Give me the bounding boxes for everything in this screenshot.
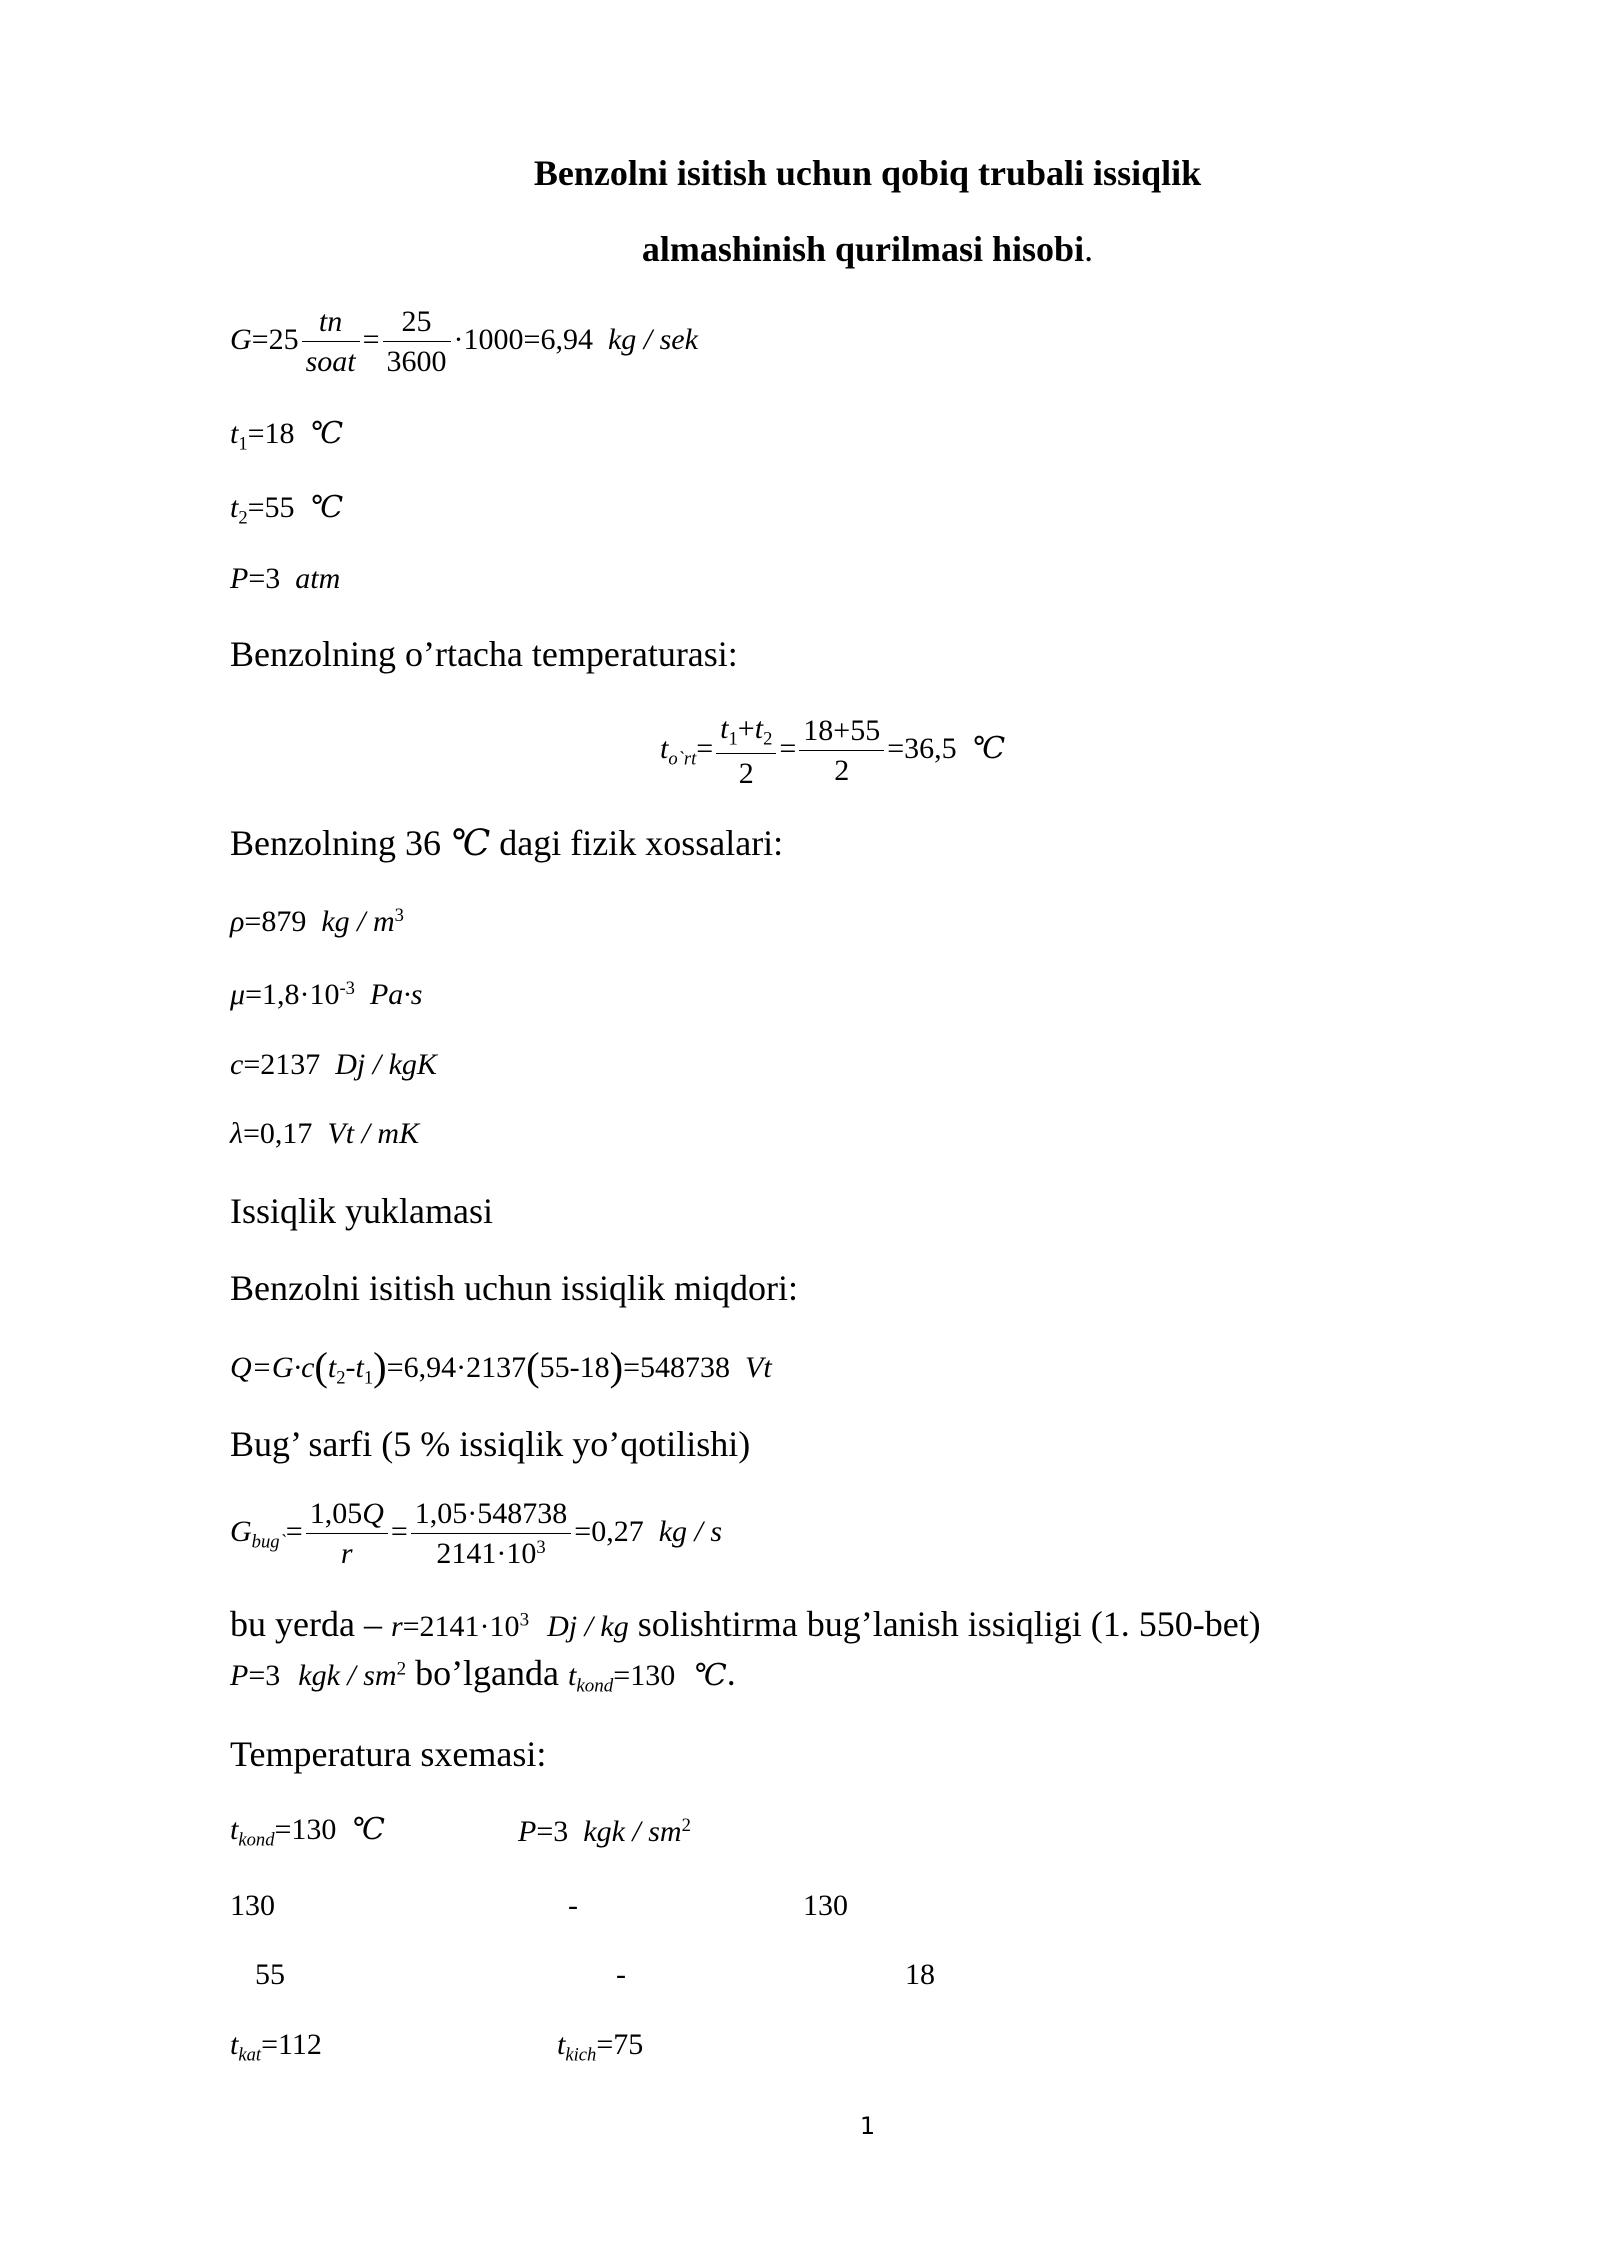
steam-heading: Bug’ sarfi (5 % issiqlik yo’qotilishi) [230, 1424, 751, 1464]
scheme-tkich-sub: kich [565, 2044, 597, 2066]
steam-note2-t: t [568, 1659, 577, 1692]
steam-note-r-unit: Dj / kg [547, 1610, 629, 1643]
properties-heading-unit: ℃ [449, 823, 491, 863]
scheme-row-2-dash: - [616, 1958, 626, 1991]
heat-load-lparen-2: ( [526, 1344, 540, 1389]
properties-heading [230, 822, 783, 864]
steam-var-sub: bug` [251, 1531, 286, 1553]
density-line [230, 905, 404, 939]
conductivity-value: =0,17 [243, 1117, 313, 1150]
scheme-row-1-right: 130 [803, 1889, 848, 1922]
steam-note2-text: bo’lganda [415, 1653, 560, 1693]
scheme-tkond-var: t [230, 1813, 239, 1846]
avg-temp-var: t [660, 732, 669, 766]
avg-temp-eq2: = [779, 732, 797, 766]
document-title-line-1: Benzolni isitish uchun qobiq trubali issiqlik [533, 153, 1202, 193]
scheme-tkond [230, 1812, 385, 1852]
avg-temp-numerator-2: 18+55 [799, 714, 884, 751]
flow-rate-unit: kg / sek [607, 322, 698, 356]
viscosity-unit: Pa·s [369, 978, 423, 1012]
scheme-tkond-value: =130 [274, 1813, 337, 1846]
steam-note2-end: . [726, 1653, 736, 1693]
t1-unit: ℃ [309, 417, 344, 450]
heat-load-t2: t [327, 1350, 337, 1384]
conductivity-var: λ [230, 1117, 243, 1150]
steam-note2-unit: kgk / sm [298, 1659, 397, 1692]
pressure-line [230, 562, 340, 596]
heat-capacity-var: c [230, 1048, 244, 1081]
avg-temp-equation [660, 712, 1005, 791]
scheme-tkich-value: =75 [596, 2028, 644, 2061]
scheme-tkat-var: t [230, 2028, 239, 2061]
flow-rate-var: G [230, 322, 252, 356]
heat-load-mid: =6,94·2137 [386, 1350, 527, 1384]
scheme-heading: Temperatura sxemasi: [230, 1734, 547, 1774]
steam-numerator-1 [306, 1497, 388, 1534]
scheme-pressure-unit: kgk / sm [583, 1815, 682, 1849]
t2-line [230, 490, 343, 530]
flow-rate-eq1: =25 [251, 322, 299, 356]
t1-var: t [230, 417, 239, 450]
t2-value: =55 [247, 491, 295, 524]
t1-sub: 1 [238, 433, 248, 455]
steam-den2-exp: 3 [536, 1537, 546, 1558]
heat-load-inner: 55-18 [539, 1350, 610, 1384]
pressure-var: P [230, 562, 249, 595]
flow-rate-denominator-1: soat [305, 345, 356, 378]
avg-temp-heading: Benzolning o’rtacha temperaturasi: [230, 634, 738, 674]
flow-rate-equation [230, 305, 698, 379]
avg-temp-fraction-2 [799, 714, 884, 788]
steam-eq2: = [390, 1515, 408, 1548]
avg-temp-eq1: = [696, 732, 714, 766]
t1-value: =18 [247, 417, 295, 450]
scheme-pressure [518, 1815, 691, 1849]
heat-capacity-line [230, 1048, 437, 1082]
avg-temp-sub: o`rt [668, 748, 697, 770]
scheme-row-1-dash: - [568, 1889, 578, 1922]
steam-note-line-2 [230, 1652, 736, 1698]
steam-num-var: Q [362, 1497, 384, 1531]
scheme-tkich-var: t [557, 2028, 566, 2061]
heat-load-heading: Issiqlik yuklamasi [230, 1191, 493, 1231]
viscosity-exp: -3 [339, 978, 355, 999]
document-title-text: almashinish qurilmasi hisobi [641, 229, 1085, 269]
avg-temp-num-plus: + [737, 712, 755, 745]
avg-temp-num-t2-sub: 2 [763, 728, 773, 750]
steam-note2-unit-sup: 2 [396, 1658, 407, 1680]
t2-unit: ℃ [309, 491, 344, 524]
heat-load-t1-sub: 1 [363, 1367, 374, 1389]
document-title-period: . [1084, 229, 1094, 269]
steam-unit: kg / s [658, 1515, 723, 1548]
steam-equation [230, 1497, 722, 1571]
heat-capacity-unit: Dj / kgK [335, 1048, 437, 1081]
steam-denominator-1: r [340, 1537, 353, 1571]
scheme-tkond-unit: ℃ [351, 1813, 385, 1846]
heat-load-subheading: Benzolni isitish uchun issiqlik miqdori: [230, 1268, 799, 1308]
density-unit-sup: 3 [394, 905, 404, 926]
pressure-value: =3 [248, 562, 281, 595]
scheme-pressure-var: P [518, 1815, 537, 1849]
scheme-row-2-left: 55 [255, 1958, 285, 1991]
avg-temp-denominator-2: 2 [834, 754, 850, 788]
page-number: 1 [859, 2112, 876, 2140]
avg-temp-denominator-1: 2 [738, 756, 754, 790]
avg-temp-numerator-1 [716, 712, 776, 754]
scheme-row-1-left: 130 [230, 1889, 275, 1922]
steam-note-a: bu yerda – [230, 1604, 382, 1644]
heat-load-result: =548738 [623, 1350, 731, 1384]
heat-load-lhs: Q=G·c [230, 1350, 315, 1384]
heat-load-t2-sub: 2 [336, 1367, 346, 1389]
steam-note-line-1 [230, 1603, 1261, 1645]
pressure-unit: atm [295, 562, 341, 595]
heat-load-equation [230, 1343, 772, 1390]
steam-note-r-value: =2141·10 [402, 1610, 520, 1643]
steam-den2-base: 2141·10 [436, 1537, 537, 1571]
steam-fraction-1 [306, 1497, 388, 1571]
t1-line [230, 416, 343, 456]
steam-note-r: r [390, 1610, 403, 1643]
avg-temp-fraction-1 [716, 712, 776, 791]
heat-load-rparen: ) [373, 1344, 387, 1389]
flow-rate-denominator-2: 3600 [386, 345, 447, 378]
scheme-tkat-value: =112 [261, 2028, 322, 2061]
scheme-tkat-sub: kat [238, 2044, 262, 2066]
heat-capacity-value: =2137 [243, 1048, 321, 1081]
scheme-pressure-value: =3 [536, 1815, 569, 1849]
scheme-tkat [230, 2028, 322, 2067]
viscosity-var: μ [230, 978, 246, 1012]
flow-rate-fraction-2 [383, 305, 451, 379]
flow-rate-fraction-1 [302, 305, 360, 379]
conductivity-unit: Vt / mK [327, 1117, 420, 1150]
steam-numerator-2: 1,05·548738 [411, 1497, 572, 1534]
steam-note-r-exp: 3 [519, 1609, 530, 1631]
scheme-row-2-right: 18 [905, 1958, 935, 1991]
steam-fraction-2 [411, 1497, 572, 1571]
t2-sub: 2 [238, 507, 248, 529]
steam-num-coef: 1,05 [309, 1497, 363, 1531]
heat-load-rparen-2: ) [609, 1344, 624, 1389]
avg-temp-num-t2: t [754, 712, 764, 745]
steam-var: G [230, 1515, 252, 1548]
viscosity-line [230, 978, 422, 1012]
flow-rate-numerator-1: tn [302, 305, 360, 342]
flow-rate-eq2: = [362, 322, 380, 356]
steam-note2-P: P [230, 1659, 249, 1692]
avg-temp-num-t1: t [720, 712, 729, 745]
scheme-pressure-unit-sup: 2 [681, 1815, 691, 1836]
density-var: ρ [230, 905, 245, 939]
heat-load-minus: - [345, 1350, 356, 1384]
steam-note2-t-value: =130 [613, 1659, 676, 1692]
scheme-tkond-sub: kond [238, 1829, 275, 1851]
heat-load-t1: t [355, 1350, 364, 1384]
flow-rate-result: ·1000=6,94 [453, 322, 593, 356]
heat-load-unit: Vt [745, 1350, 772, 1384]
steam-note2-t-sub: kond [576, 1675, 614, 1697]
steam-result: =0,27 [574, 1515, 644, 1548]
viscosity-value: =1,8·10 [245, 978, 340, 1012]
steam-note2-t-unit: ℃ [693, 1659, 727, 1692]
steam-denominator-2 [411, 1534, 572, 1571]
avg-temp-result: =36,5 [887, 732, 957, 766]
density-unit: kg / m [321, 905, 395, 939]
heat-load-lparen: ( [314, 1344, 328, 1389]
properties-heading-b: dagi fizik xossalari: [499, 823, 784, 863]
avg-temp-num-t1-sub: 1 [728, 728, 738, 750]
scheme-tkich [557, 2028, 643, 2067]
steam-note2-P-value: =3 [248, 1659, 281, 1692]
t2-var: t [230, 491, 239, 524]
density-value: =879 [244, 905, 307, 939]
document-title-line-2 [0, 228, 1600, 270]
avg-temp-unit: ℃ [971, 732, 1006, 766]
steam-eq1: = [285, 1515, 303, 1548]
steam-note-b: solishtirma bug’lanish issiqligi (1. 550-bet) [637, 1604, 1261, 1644]
conductivity-line [230, 1117, 419, 1151]
flow-rate-numerator-2: 25 [383, 305, 451, 342]
properties-heading-a: Benzolning 36 [230, 823, 441, 863]
